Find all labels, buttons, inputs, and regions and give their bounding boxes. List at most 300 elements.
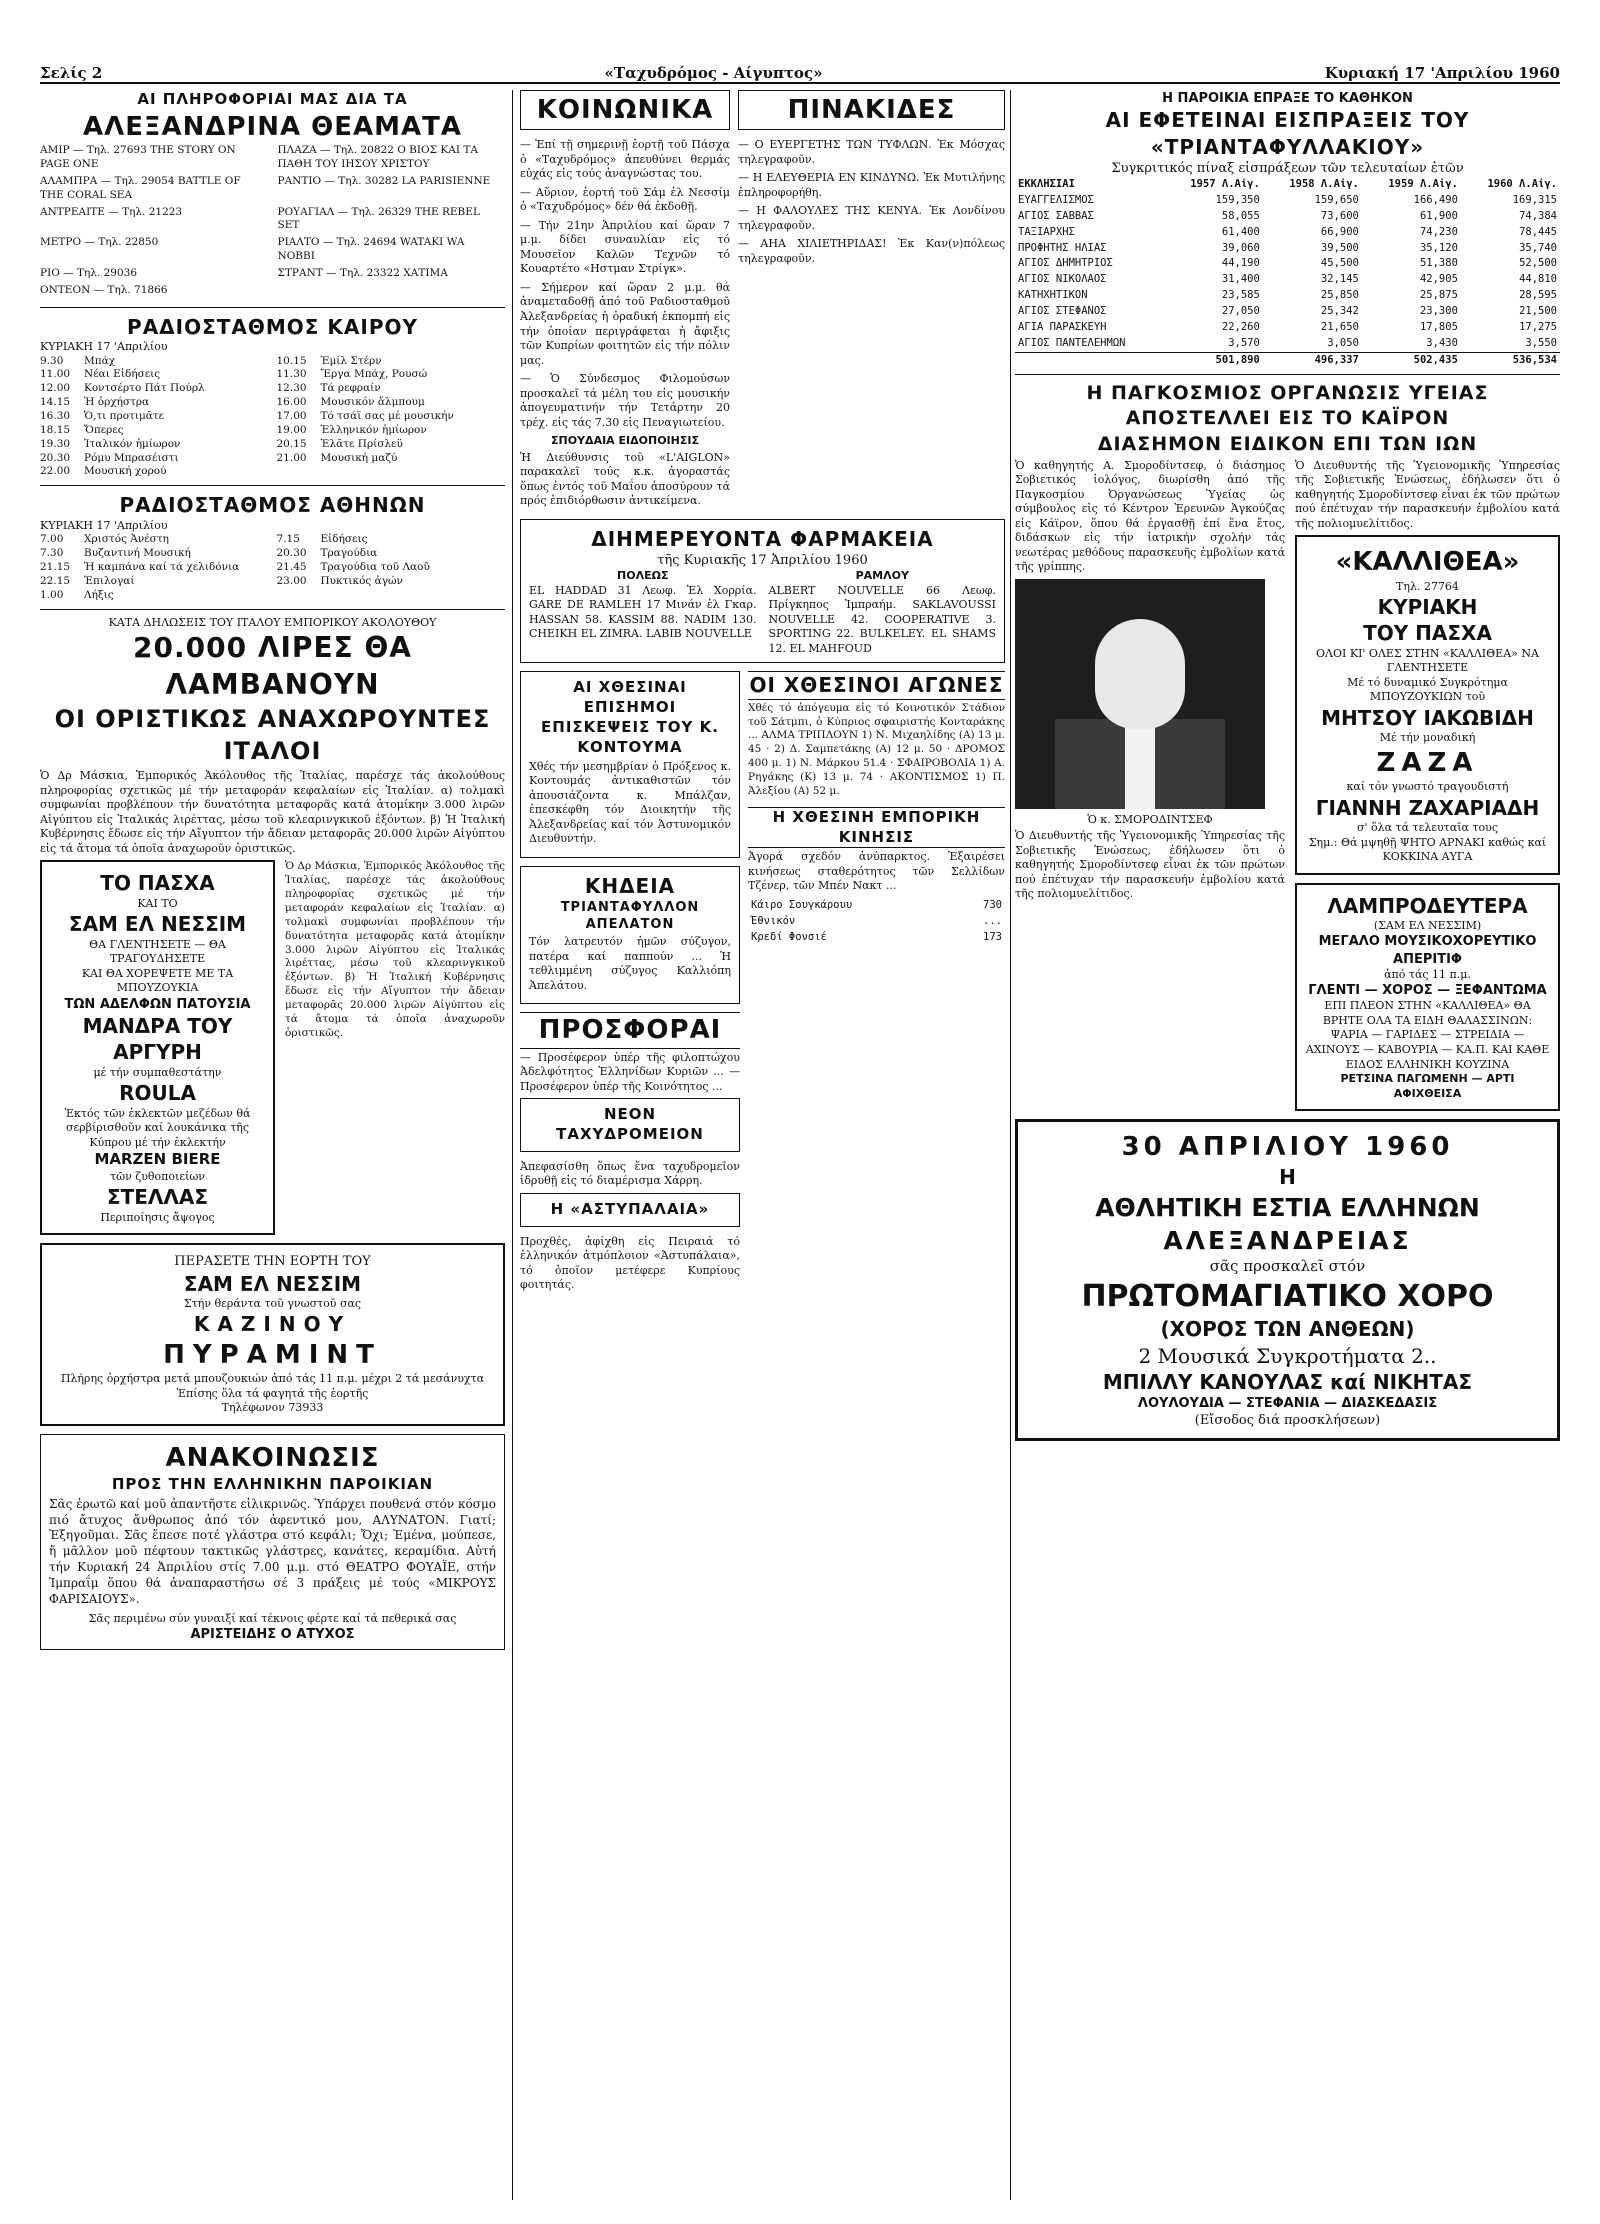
table-cell: ΑΓΙΟΣ ΝΙΚΟΛΑΟΣ	[1018, 273, 1107, 286]
schedule-time: 7.00	[40, 533, 64, 546]
schedule-time: 11.30	[276, 368, 307, 381]
ad-line: (ΣΑΜ ΕΛ ΝΕΣΣΙΜ)	[1373, 918, 1482, 932]
schedule-program: Ἰταλικόν ἡμίωρον	[84, 437, 181, 450]
schedule-program: Εἰδήσεις	[320, 533, 368, 546]
table-cell: 502,435	[1362, 352, 1461, 368]
table-row	[748, 914, 1005, 930]
ad-line: ΣΤΕΛΛΑΣ	[106, 1185, 209, 1210]
announcement-close: Σᾶς περιμένω σύν γυναιξί καί τέκνοις φέρτε καί τά πεθερικά σας	[88, 1611, 457, 1625]
lire-headline: 20.000 ΛΙΡΕΣ ΘΑ ΛΑΜΒΑΝΟΥΝ	[133, 631, 412, 702]
schedule-program: Νέαι Εἰδήσεις	[84, 368, 161, 381]
lire-article-cont: Ὁ Δρ Μάσκια, Ἐμπορικός Ἀκόλουθος τῆς Ἰταλίας, παρέσχε τάς ἀκολούθους πληροφορίας σχετικῶς μέ τήν μεταφοράν κεφαλαίων εἰς Ἰταλίαν. α) τολμακὶ συμφωνίαι προβλέπουν τήν δυνατότητα μεταφορᾶς κατά ἀτομίκην 3.000 λιρῶν Αἰγύπτου εἰς Ἰταλικάς λιρέττας, μέσω τοῦ κλεαρινγκικοῦ ἐξόντων. β) Ἡ Ἰταλική Κυβέρνησις ἔδωσε εἰς τήν Αἴγυπτον τήν ἄδειαν μεταφορᾶς 20.000 λιρῶν Αἰγύπτου εἰς τά ἄτομα τά ὁποῖα ἀναχωροῦν ὁριστικῶς.	[285, 860, 505, 1039]
table-row	[1015, 336, 1560, 352]
table-cell: 28,595	[1519, 289, 1557, 302]
divider	[40, 307, 505, 308]
social-item: — Ὁ Σύνδεσμος Φιλομούσων προσκαλεῖ τά μέλη του εἰς μουσικήν ἀπογευματινήν τήν Τετάρτην 20 τρέχ. εἰς τάς 7.30 εἰς Πεναγιωτείου.	[520, 372, 730, 429]
schedule-row	[277, 355, 506, 369]
market-cell: Κρεδί Φονσιέ	[751, 930, 827, 943]
announcement	[40, 1434, 505, 1651]
ad-line: ΑΛΕΞΑΝΔΡΕΙΑΣ	[1163, 1225, 1412, 1255]
table-cell: 35,740	[1519, 241, 1557, 254]
ad-line: ΚΑΙ ΘΑ ΧΟΡΕΨΕΤΕ ΜΕ ΤΑ ΜΠΟΥΖΟΥΚΙΑ	[81, 966, 234, 995]
market-cell: 173	[983, 930, 1002, 943]
schedule-time: 20.30	[40, 451, 71, 464]
ad-line: τῶν ζυθοποιείων	[110, 1169, 205, 1183]
column-middle	[520, 90, 1005, 1297]
ad-line: ΣΑΜ ΕΛ ΝΕΣΣΙΜ	[68, 912, 247, 937]
funeral-body: Τόν λατρευτόν ἡμῶν σύζυγον, πατέρα καί παππούν ... Ἡ τεθλιμμένη σύζυγος Καλλιόπη Ἀπελάτου.	[529, 935, 731, 992]
table-header-cell: 1958 Λ.Αἰγ.	[1289, 178, 1359, 191]
ad-line: ΚΑΖΙΝΟΥ	[193, 1312, 352, 1337]
ad-line: ROULA	[119, 1081, 196, 1106]
astypalaia-body: Προχθές, ἀφίχθη εἰς Πειραιά τό ἑλληνικόν ἀτμόπλοιον «Ἀστυπάλαια», τό ὁποῖον μετέφερε Κυπρίους φοιτητάς.	[520, 1234, 740, 1292]
schedule-row	[40, 547, 269, 561]
ad-line: σᾶς προσκαλεῖ στόν	[1209, 1256, 1366, 1275]
ad-line: MARZEN BIERE	[94, 1150, 221, 1169]
ad-line: ΣΑΜ ΕΛ ΝΕΣΣΙΜ	[183, 1271, 362, 1296]
divider	[40, 485, 505, 486]
announcement-title: ΑΝΑΚΟΙΝΩΣΙΣ	[165, 1442, 380, 1473]
table-cell	[1015, 352, 1164, 368]
schedule-row	[277, 575, 506, 589]
lire-headline-2: ΟΙ ΟΡΙΣΤΙΚΩΣ ΑΝΑΧΩΡΟΥΝΤΕΣ ΙΤΑΛΟΙ	[54, 704, 491, 765]
table-cell: 17,275	[1519, 320, 1557, 333]
table-cell: 32,145	[1320, 273, 1359, 286]
schedule-program: Τραγούδια τοῦ Λαοῦ	[320, 560, 430, 573]
schedule-program: Ἐμίλ Στέρν	[320, 354, 382, 367]
kallithea-ad	[1295, 535, 1560, 874]
table-header-row	[1015, 177, 1560, 193]
lire-article: Ὁ Δρ Μάσκια, Ἐμπορικός Ἀκόλουθος τῆς Ἰταλίας, παρέσχε τάς ἀκολούθους πληροφορίας σχετικῶς μέ τήν μεταφοράν κεφαλαίων εἰς Ἰταλίαν. α) τολμακὶ συμφωνίαι προβλέπουν τήν δυνατότητα μεταφορᾶς κατά ἀτομίκην 3.000 λιρῶν Αἰγύπτου εἰς Ἰταλικάς λιρέττας, μέσω τοῦ κλεαρινγκικοῦ ἐξόντων. β) Ἡ Ἰταλική Κυβέρνησις ἔδωσε εἰς τήν Αἴγυπτον τήν ἄδειαν μεταφορᾶς 20.000 λιρῶν Αἰγύπτου εἰς τά ἄτομα τά ὁποῖα ἀναχωροῦν ὁριστικῶς.	[40, 769, 505, 855]
who-title-2: ΑΠΟΣΤΕΛΛΕΙ ΕΙΣ ΤΟ ΚΑΪΡΟΝ	[1125, 407, 1450, 430]
ad-line: καί τόν γνωστό τραγουδιστή	[1346, 780, 1509, 794]
table-cell: 44,810	[1519, 273, 1557, 286]
portrait-photo	[1015, 579, 1265, 809]
schedule-time: 14.15	[40, 396, 71, 409]
table-cell: 39,500	[1320, 241, 1359, 254]
table-cell: 25,342	[1320, 304, 1359, 317]
dance-ad	[1015, 1119, 1560, 1441]
pharmacies-ramleh-header: ΡΑΜΛΟΥ	[855, 569, 909, 583]
ad-line: Περιποίησις ἄψογος	[100, 1210, 215, 1224]
theater-item: ΜΕΤΡΟ — Τηλ. 22850	[40, 236, 159, 249]
divider	[40, 609, 505, 610]
table-row	[1015, 209, 1560, 225]
schedule-row	[40, 355, 269, 369]
radio-cairo-schedule	[40, 355, 505, 480]
schedule-program: Ὁ,τι προτιμᾶτε	[84, 410, 165, 423]
column-rule	[1010, 90, 1011, 2200]
who-body-cont: Ὁ Διευθυντής τῆς Ὑγειονομικῆς Ὑπηρεσίας τῆς Σοβιετικῆς Ἑνώσεως, ἐδήλωσεν ὅτι ὁ καθηγητής Σμοροδίντσεφ εἶναι ἐκ τῶν πρώτων πού ἐπέτυχαν τήν παρασκευήν ἐμβολίου κατά τῆς πολιομυελίτιδος.	[1295, 458, 1560, 530]
theater-listing	[40, 144, 505, 301]
pharmacies-title: ΔΙΗΜΕΡΕΥΟΝΤΑ ΦΑΡΜΑΚΕΙΑ	[591, 526, 934, 551]
ad-line: ΤΟ ΠΑΣΧΑ	[100, 871, 215, 896]
ad-line: ΕΠΙ ΠΛΕΟΝ ΣΤΗΝ «ΚΑΛΛΙΘΕΑ» ΘΑ ΒΡΗΤΕ ΟΛΑ ΤΑ ΕΙΔΗ ΘΑΛΑΣΣΙΝΩΝ: ΨΑΡΙΑ — ΓΑΡΙΔΕΣ — ΣΤΡΕΙΔΙΑ — ΑΧΙΝΟΥΣ — ΚΑΒΟΥΡΙΑ — ΚΑ.Π. ΚΑΙ ΚΑΘΕ ΕΙΔΟΣ ΕΛΛΗΝΙΚΗ ΚΟΥΖΙΝΑ	[1305, 999, 1550, 1071]
income-subtitle: Συγκριτικός πίναξ εἰσπράξεων τῶν τελευταίων ἐτῶν	[1111, 160, 1464, 176]
theater-item: ΡΙΑΛΤΟ — Τηλ. 24694 WATAKI WA NOBBI	[277, 236, 465, 263]
ad-line: ΡΕΤΣΙΝΑ ΠΑΓΩΜΕΝΗ — ΑΡΤΙ ΑΦΙΧΘΕΙΣΑ	[1340, 1072, 1515, 1100]
ad-line: ΓΙΑΝΝΗ ΖΑΧΑΡΙΑΔΗ	[1315, 795, 1540, 820]
schedule-program: Τά ρεφραίν	[320, 382, 381, 395]
table-cell: 23,300	[1419, 304, 1458, 317]
table-header-cell: 1959 Λ.Αἰγ.	[1388, 178, 1458, 191]
theater-item: ΑΝΤΡΕΑΙΤΕ — Τηλ. 21223	[40, 205, 183, 218]
schedule-time: 7.30	[40, 547, 64, 560]
pharmacies-city: EL HADDAD 31 Λεωφ. Ἐλ Χορρία. GARE DE RAMLEH 17 Μινάν ἐλ Γκαρ. HASSAN 58. KASSIM 88. NADIM 130. CHEIKH EL ZIMRA. LABIB NOUVELLE	[529, 583, 757, 641]
schedule-program: Ἔργα Μπάχ, Ρουσώ	[320, 368, 428, 381]
notice-kicker: ΣΠΟΥΔΑΙΑ ΕΙΔΟΠΟΙΗΣΙΣ	[551, 434, 699, 448]
who-title-3: ΔΙΑΣΗΜΟΝ ΕΙΔΙΚΟΝ ΕΠΙ ΤΩΝ ΙΩΝ	[1097, 432, 1478, 455]
schedule-row	[40, 561, 269, 575]
schedule-time: 19.00	[276, 423, 307, 436]
theater-item: ΡΟΥΑΓΙΑΛ — Τηλ. 26329 THE REBEL SET	[277, 205, 480, 232]
table-cell: 501,890	[1164, 352, 1263, 368]
ad-line: ΤΩΝ ΑΔΕΛΦΩΝ ΠΑΤΟΥΣΙΑ	[64, 996, 251, 1012]
ad-line: ΤΟΥ ΠΑΣΧΑ	[1363, 621, 1492, 646]
ad-line: (Εἴσοδος διά προσκλήσεων)	[1194, 1413, 1381, 1429]
schedule-time: 18.15	[40, 423, 71, 436]
ad-line: ἀπό τάς 11 π.μ.	[1384, 967, 1471, 981]
photo-shirt	[1125, 719, 1155, 809]
table-cell: 35,120	[1419, 241, 1458, 254]
schedule-program: Μουσικόν ἄλμπουμ	[320, 396, 425, 409]
schedule-program: Βυζαντινή Μουσική	[84, 547, 191, 560]
table-cell: 58,055	[1221, 209, 1260, 222]
lire-kicker: ΚΑΤΑ ΔΗΛΩΣΕΙΣ ΤΟΥ ΙΤΑΛΟΥ ΕΜΠΟΡΙΚΟΥ ΑΚΟΛΟΥΘΟΥ	[108, 615, 437, 629]
announcement-subtitle: ΠΡΟΣ ΤΗΝ ΕΛΛΗΝΙΚΗΝ ΠΑΡΟΙΚΙΑΝ	[111, 1475, 434, 1493]
radio-cairo-title: ΡΑΔΙΟΣΤΑΘΜΟΣ ΚΑΙΡΟΥ	[127, 314, 418, 339]
table-row	[1015, 225, 1560, 241]
market-cell: Κάιρο Σουγκάρουυ	[751, 898, 853, 911]
announcement-body: Σᾶς ἐρωτῶ καί μοῦ ἀπαντῆστε εἰλικρινῶς. Ὑπάρχει πουθενά στόν κόσμο πιό ἄτυχος ἄνθρωπος ἀπό τόν ἀφεντικό μου, ΑΛΥΝΑΤΟΝ. Γιατί; Ἐξηγοῦμαι. Σᾶς ἔπεσε ποτέ γλάστρα στό κεφάλι; Ὄχι; Ἐμένα, μούπεσε, ἤ μᾶλλον μοῦ πέφτουν τακτικῶς γλάστρες, κανάτες, κεραμίδια. Αὐτή τήν Κυριακή 24 Ἀπριλίου στίς 7.00 μ.μ. στό ΘΕΑΤΡΟ ΦΟΥΑΪΕ, στήν Ἰμπραΐμ ὅπου θά ἀναπαραστήσω σέ 3 πράξεις μέ τούς «ΜΙΚΡΟΥΣ ΦΑΡΙΣΑΙΟΥΣ».	[49, 1496, 496, 1606]
ad-line: ΓΛΕΝΤΙ — ΧΟΡΟΣ — ΞΕΦΑΝΤΩΜΑ	[1308, 983, 1547, 999]
table-header-cell: ΕΚΚΛΗΣΙΑΙ	[1018, 178, 1075, 191]
who-body: Ὁ καθηγητής Α. Σμοροδίντσεφ, ὁ διάσημος Σοβιετικός ἰολόγος, διωρίσθη ἀπό τῆς Παγκοσμίου Ὀργανώσεως Ὑγείας ὡς σύμβουλος εἰς τό Κέντρον Ἐρευνῶν Ἀγκούζας εἰς Κάϊρον, ὅπου θά ἐργασθῇ ἐπί ἕνα ἔτος, διδάσκων εἰς τήν ἰατρικήν σχολήν τάς νεωτέρας μεθόδους παρασκευῆς ἐμβολίων κατά τῆς γρίππης.	[1015, 458, 1285, 574]
schedule-row	[40, 382, 269, 396]
schedule-program: Χριστός Ἀνέστη	[84, 533, 169, 546]
pharmacies-box	[520, 519, 1005, 664]
schedule-row	[40, 533, 269, 547]
table-cell: 536,534	[1461, 352, 1560, 368]
kontouma-title: ΑΙ ΧΘΕΣΙΝΑΙ ΕΠΙΣΗΜΟΙ ΕΠΙΣΚΕΨΕΙΣ ΤΟΥ Κ. ΚΟΝΤΟΥΜΑ	[541, 678, 719, 756]
schedule-program: Ὄπερες	[84, 423, 124, 436]
schedule-row	[277, 368, 506, 382]
table-cell: 21,500	[1519, 304, 1557, 317]
radio-athens-schedule	[40, 533, 505, 602]
post-office-title: ΝΕΟΝ ΤΑΧΥΔΡΟΜΕΙΟΝ	[520, 1098, 740, 1152]
table-cell: 496,337	[1263, 352, 1362, 368]
schedule-program: Ἡ ὀρχήστρα	[84, 396, 150, 409]
schedule-row	[277, 547, 506, 561]
donations-title: ΠΡΟΣΦΟΡΑΙ	[520, 1012, 740, 1048]
schedule-time: 20.30	[276, 547, 307, 560]
schedule-program: Πυκτικός ἀγών	[320, 574, 403, 587]
table-row	[1015, 256, 1560, 272]
table-cell: 23,585	[1221, 289, 1260, 302]
social-column	[520, 90, 730, 513]
table-cell: 66,900	[1320, 225, 1359, 238]
divider	[1015, 374, 1560, 375]
ad-line: ΚΥΡΙΑΚΗ	[1377, 595, 1478, 620]
funeral-box	[520, 866, 740, 1005]
theater-item: ΣΤΡΑΝΤ — Τηλ. 23322 ΧΑΤΙΜΑ	[277, 266, 448, 279]
schedule-row	[40, 452, 269, 466]
schedule-program: Ἐλᾶτε Πρίσλεϋ	[320, 437, 403, 450]
schedule-program: Μουσική μαζύ	[320, 451, 398, 464]
market-title: Η ΧΘΕΣΙΝΗ ΕΜΠΟΡΙΚΗ ΚΙΝΗΣΙΣ	[748, 807, 1005, 849]
pharmacies-ramleh: ALBERT NOUVELLE 66 Λεωφ. Πρίγκηπος Ἰμπραήμ. SAKLAVOUSSI NOUVELLE 42. COOPERATIVE 3. SPORTING 22. BULKELEY. EL SHAMS 12. EL MAHFOUD	[768, 583, 996, 655]
schedule-time: 22.15	[40, 574, 71, 587]
table-cell: 61,400	[1221, 225, 1260, 238]
ad-line: Ἐκτός τῶν ἐκλεκτῶν μεζέδων θά σερβίρισθοῦν καί λουκάνικα τῆς Κύπρου μέ τήν ἐκλεκτήν	[64, 1106, 251, 1149]
pascha-ad	[40, 860, 275, 1235]
table-cell: 78,445	[1519, 225, 1557, 238]
ad-line: «ΚΑΛΛΙΘΕΑ»	[1335, 547, 1520, 578]
theater-item: ΠΛΑΖΑ — Τηλ. 20822 Ο ΒΙΟΣ ΚΑΙ ΤΑ ΠΑΘΗ ΤΟΥ ΙΗΣΟΥ ΧΡΙΣΤΟΥ	[277, 144, 478, 170]
donations-body: — Προσέφερον ὑπέρ τῆς φιλοπτώχου Ἀδελφότητος Ἑλληνίδων Κυριῶν ... — Προσέφερον ὑπέρ τῆς Κοινότητος ...	[520, 1050, 740, 1093]
ad-line: ΜΠΙΛΛΥ ΚΑΝΟΥΛΑΣ καί ΝΙΚΗΤΑΣ	[1102, 1369, 1473, 1394]
ad-line: Σημ.: Θά μψηθῇ ΨΗΤΟ ΑΡΝΑΚΙ καθώς καί ΚΟΚΚΙΝΑ ΑΥΓΑ	[1308, 835, 1547, 864]
table-header-cell: 1960 Λ.Αἰγ.	[1487, 178, 1557, 191]
photo-face	[1095, 619, 1185, 729]
ad-line: ΘΑ ΓΛΕΝΤΗΣΕΤΕ — ΘΑ ΤΡΑΓΟΥΔΗΣΕΤΕ	[89, 937, 226, 966]
ad-line: Ἐπίσης ὅλα τά φαγητά τῆς ἑορτῆς	[176, 1386, 369, 1400]
games-title: ΟΙ ΧΘΕΣΙΝΟΙ ΑΓΩΝΕΣ	[748, 671, 1005, 699]
table-cell: 3,550	[1525, 336, 1557, 349]
schedule-time: 16.00	[276, 396, 307, 409]
schedule-row	[40, 438, 269, 452]
table-cell: 27,050	[1221, 304, 1260, 317]
schedule-program: Ἐπιλογαί	[84, 574, 135, 587]
masthead-date: Κυριακή 17 'Απριλίου 1960	[1324, 64, 1560, 82]
who-title: Η ΠΑΓΚΟΣΜΙΟΣ ΟΡΓΑΝΩΣΙΣ ΥΓΕΙΑΣ	[1086, 382, 1489, 405]
schedule-time: 17.00	[276, 410, 307, 423]
schedule-row	[277, 424, 506, 438]
income-table	[1015, 177, 1560, 368]
income-kicker: Η ΠΑΡΟΙΚΙΑ ΕΠΡΑΞΕ ΤΟ ΚΑΘΗΚΟΝ	[1162, 91, 1413, 106]
schedule-time: 11.00	[40, 368, 71, 381]
column-rule	[512, 90, 513, 2200]
income-title: ΑΙ ΕΦΕΤΕΙΝΑΙ ΕΙΣΠΡΑΞΕΙΣ ΤΟΥ «ΤΡΙΑΝΤΑΦΥΛΛΑΚΙΟΥ»	[1105, 108, 1470, 159]
table-header-cell: 1957 Λ.Αἰγ.	[1190, 178, 1260, 191]
games-body: Χθές τό ἀπόγευμα εἰς τό Κοινοτικόν Στάδιον τοῦ Σάτμπι, ὁ Κύπριος σφαιριστής Κονταράκης ... ΑΛΜΑ ΤΡΙΠΛΟΥΝ 1) Ν. Μιχαηλίδης (Α) 13 μ. 45 · 2) Δ. Σαμπετάκης (Α) 12 μ. 50 · ΔΡΟΜΟΣ 400 μ. 1) Ν. Μάρκου 51.4 · ΣΦΑΙΡΟΒΟΛΙΑ 1) Α. Ρηγάκης (Κ) 13 μ. 74 · ΑΚΟΝΤΙΣΜΟΣ 1) Π. Ἀλεξίου (Α) 52 μ.	[748, 701, 1005, 797]
table-cell: 44,190	[1221, 257, 1260, 270]
table-cell: 51,380	[1419, 257, 1458, 270]
kontouma-body: Χθές τήν μεσημβρίαν ὁ Πρόξενος κ. Κοντουμάς ἀντικαθιστῶν τόν ἀπουσιάζοντα κ. Μπάλζαν, ἐπεσκέφθη τόν Διοικητήν τῆς Ἀλεξανδρείας καί τόν Ἀστυνομικόν Διευθυντήν.	[529, 759, 731, 846]
astypalaia-title: Η «ΑΣΤΥΠΑΛΑΙΑ»	[520, 1193, 740, 1227]
schedule-row	[277, 396, 506, 410]
theater-item: ΑΛΑΜΠΡΑ — Τηλ. 29054 BATTLE OF THE CORAL SEA	[40, 174, 241, 201]
table-cell: ΑΓΙΟΣ ΔΗΜΗΤΡΙΟΣ	[1018, 257, 1113, 270]
theater-item: ΡΙΟ — Τηλ. 29036	[40, 266, 138, 279]
theaters-title: ΑΛΕΞΑΝΔΡΙΝΑ ΘΕΑΜΑΤΑ	[83, 111, 462, 142]
table-cell: 159,350	[1215, 193, 1260, 206]
schedule-time: 16.30	[40, 410, 71, 423]
table-cell: 25,875	[1419, 289, 1458, 302]
theater-item: ΑΜΙΡ — Τηλ. 27693 THE STORY ON PAGE ONE	[40, 144, 236, 170]
pinakides-item: — ΑΗΑ ΧΙΛΙΕΤΗΡΙΔΑΣ! Ἐκ Καν(ν)πόλεως τηλεγραφοῦν.	[738, 237, 1005, 265]
schedule-program: Ρόμυ Μπρασέιστι	[84, 451, 179, 464]
table-cell: ΠΡΟΦΗΤΗΣ ΗΛΙΑΣ	[1018, 241, 1107, 254]
pinakides-item: — Η ΕΛΕΥΘΕΡΙΑ ΕΝ ΚΙΝΔΥΝΩ. Ἐκ Μυτιλήνης ἐπληροφορήθη.	[738, 171, 1005, 199]
ad-line: ΠΕΡΑΣΕΤΕ ΤΗΝ ΕΟΡΤΗ ΤΟΥ	[174, 1254, 371, 1270]
ad-line: ΛΑΜΠΡΟΔΕΥΤΕΡΑ	[1327, 893, 1528, 918]
table-cell: 73,600	[1320, 209, 1359, 222]
pinakides-item: — Η ΦΑΛΟΥΛΕΣ ΤΗΣ ΚΕΝΥΑ. Ἐκ Λονδίνου τηλεγραφοῦν.	[738, 204, 1005, 232]
ad-line: 2 Μουσικά Συγκροτήματα 2..	[1138, 1343, 1437, 1368]
column-left	[40, 90, 505, 1658]
notice-body: Ἡ Διεύθυνσις τοῦ «L'AIGLON» παρακαλεῖ τούς κ.κ. ἀγοραστάς ὅπως ἐντός τοῦ Μαΐου ἀποσύρουν τά πρός ἐπιδιόρθωσιν ἀντικείμενα.	[520, 450, 730, 508]
schedule-time: 21.00	[276, 451, 307, 464]
pharmacies-date: τῆς Κυριακῆς 17 Ἀπριλίου 1960	[657, 553, 868, 569]
schedule-row	[277, 410, 506, 424]
kontouma-box	[520, 671, 740, 857]
schedule-row	[40, 424, 269, 438]
table-cell: 3,430	[1426, 336, 1458, 349]
table-cell: ΤΑΞΙΑΡΧΗΣ	[1018, 225, 1075, 238]
table-cell: 22,260	[1221, 320, 1260, 333]
pharmacies-city-header: ΠΟΛΕΩΣ	[617, 569, 669, 583]
schedule-program: Μπάχ	[84, 354, 116, 367]
schedule-row	[40, 575, 269, 589]
table-cell: 42,905	[1419, 273, 1458, 286]
social-item: — Σήμερον καί ὥραν 2 μ.μ. θά ἀναμεταδοθῇ ἀπό τοῦ Ραδιοσταθμοῦ Ἀλεξανδρείας ἡ ὀραδική ἐκπομπή εἰς τήν ὁποίαν περιγράφεται ἡ ἄφιξις τῶν Κυπρίων φοιτητῶν εἰς τήν πόλιν μας.	[520, 280, 730, 367]
social-item: — Ἐπί τῇ σημερινῇ ἑορτῇ τοῦ Πάσχα ὁ «Ταχυδρόμος» ἀπευθύνει θερμάς εὐχάς εἰς τούς ἀναγνώστας του.	[520, 138, 730, 181]
schedule-row	[40, 368, 269, 382]
ad-line: ΑΘΛΗΤΙΚΗ ΕΣΤΙΑ ΕΛΛΗΝΩΝ	[1095, 1192, 1480, 1222]
radio-athens-date: ΚΥΡΙΑΚΗ 17 'Απριλίου	[40, 518, 168, 532]
schedule-time: 12.30	[276, 382, 307, 395]
pinakides-item: — Ο ΕΥΕΡΓΕΤΗΣ ΤΩΝ ΤΥΦΛΩΝ. Ἐκ Μόσχας τηλεγραφοῦν.	[738, 138, 1005, 166]
social-title: ΚΟΙΝΩΝΙΚΑ	[520, 90, 730, 130]
table-cell: 74,384	[1519, 209, 1557, 222]
schedule-row	[277, 382, 506, 396]
social-item: — Τήν 21ην Ἀπριλίου καί ὥραν 7 μ.μ. δίδει συναυλίαν εἰς τό Μουσεῖον Καλῶν Τεχνῶν τό Κουαρτέτο «Ηστμαν Στρίγκ».	[520, 218, 730, 276]
schedule-time: 9.30	[40, 354, 64, 367]
table-cell: 31,400	[1221, 273, 1260, 286]
column-right	[1015, 90, 1560, 1449]
schedule-program: Κοντσέρτο Πάτ Πούρλ	[84, 382, 205, 395]
ad-line: Μέ τήν μοναδική	[1379, 731, 1476, 745]
schedule-time: 10.15	[276, 354, 307, 367]
table-cell: 25,850	[1320, 289, 1359, 302]
table-row	[1015, 352, 1560, 368]
masthead	[40, 60, 1560, 84]
radio-athens-title: ΡΑΔΙΟΣΤΑΘΜΟΣ ΑΘΗΝΩΝ	[119, 493, 426, 518]
table-row	[1015, 320, 1560, 336]
table-cell: ΑΓΙΑ ΠΑΡΑΣΚΕΥΗ	[1018, 320, 1107, 333]
table-cell: 45,500	[1320, 257, 1359, 270]
schedule-program: Τραγούδια	[320, 547, 378, 560]
market-table	[748, 898, 1005, 946]
table-cell: ΑΓΙΟΣ ΣΤΕΦΑΝΟΣ	[1018, 304, 1107, 317]
funeral-name: ΤΡΙΑΝΤΑΦΥΛΛΟΝ ΑΠΕΛΑΤΟΝ	[560, 900, 700, 933]
table-cell: ΚΑΤΗΧΗΤΙΚΟΝ	[1018, 289, 1088, 302]
ad-line: σ' ὅλα τά τελευταῖα τους	[1356, 821, 1498, 835]
schedule-row	[277, 452, 506, 466]
table-cell: ΕΥΑΓΓΕΛΙΣΜΟΣ	[1018, 193, 1094, 206]
radio-cairo-date: ΚΥΡΙΑΚΗ 17 'Απριλίου	[40, 340, 168, 354]
photo-caption: Ὁ κ. ΣΜΟΡΟΔΙΝΤΣΕΦ	[1087, 812, 1213, 826]
ad-line: ΜΗΤΣΟΥ ΙΑΚΩΒΙΔΗ	[1321, 705, 1534, 730]
schedule-time: 1.00	[40, 588, 64, 601]
table-cell: 166,490	[1413, 193, 1458, 206]
announcement-signature: ΑΡΙΣΤΕΙΔΗΣ Ο ΑΤΥΧΟΣ	[190, 1627, 355, 1643]
masthead-paper: «Ταχυδρόμος - Αίγυπτος»	[604, 64, 823, 82]
table-cell: 3,570	[1228, 336, 1260, 349]
schedule-time: 21.15	[40, 560, 71, 573]
ad-line: ΟΛΟΙ ΚΙ' ΟΛΕΣ ΣΤΗΝ «ΚΑΛΛΙΘΕΑ» ΝΑ ΓΛΕΝΤΗΣΕΤΕ	[1316, 646, 1539, 675]
ad-line: Στήν θεράντα τοῦ γνωστοῦ σας	[183, 1296, 362, 1310]
ad-line: Μέ τό δυναμικό Συγκρότημα ΜΠΟΥΖΟΥΚΙΩΝ τοῦ	[1347, 675, 1508, 704]
ad-line: Πλήρης ὀρχήστρα μετά μπουζουκιών ἀπό τάς 11 π.μ. μέχρι 2 τά μεσάνυχτα	[60, 1372, 485, 1386]
table-cell: 52,500	[1519, 257, 1557, 270]
schedule-row	[277, 561, 506, 575]
table-cell: 169,315	[1512, 193, 1557, 206]
post-office-body: Ἀπεφασίσθη ὅπως ἕνα ταχυδρομεῖον ἱδρυθῇ εἰς τό διαμέρισμα Χάρρη.	[520, 1159, 740, 1188]
schedule-program: Τό τσάϊ σας μέ μουσικήν	[320, 410, 454, 423]
schedule-row	[277, 438, 506, 452]
lamprodeftera-ad	[1295, 883, 1560, 1112]
table-row	[748, 898, 1005, 914]
market-cell: 730	[983, 898, 1002, 911]
pyramint-ad	[40, 1243, 505, 1425]
ad-line: ΠΥΡΑΜΙΝΤ	[163, 1339, 382, 1370]
masthead-page: Σελίς 2	[40, 64, 103, 82]
ad-line: Τηλέφωνον 73933	[221, 1401, 324, 1415]
table-cell: 21,650	[1320, 320, 1359, 333]
schedule-time: 23.00	[276, 574, 307, 587]
schedule-row	[40, 465, 269, 479]
schedule-row	[40, 410, 269, 424]
pinakides-title: ΠΙΝΑΚΙΔΕΣ	[738, 90, 1005, 130]
pinakides-column	[738, 90, 1005, 513]
schedule-row	[277, 533, 506, 547]
schedule-program: Μουσική χορού	[84, 465, 167, 478]
who-body-2: Ὁ Διευθυντής τῆς Ὑγειονομικῆς Ὑπηρεσίας τῆς Σοβιετικῆς Ἑνώσεως, ἐδήλωσεν ὅτι ὁ καθηγητής Σμοροδίντσεφ εἶναι ἐκ τῶν πρώτων πού ἐπέτυχαν τήν παρασκευήν ἐμβολίου κατά τῆς πολιομυελίτιδος.	[1015, 829, 1285, 901]
schedule-row	[40, 589, 269, 603]
ad-line: Η	[1279, 1165, 1296, 1190]
schedule-time: 19.30	[40, 437, 71, 450]
market-cell: Ἐθνικόν	[751, 914, 796, 927]
ad-line: μέ τήν συμπαθεστάτην	[93, 1065, 222, 1079]
theaters-kicker: ΑΙ ΠΛΗΡΟΦΟΡΙΑΙ ΜΑΣ ΔΙΑ ΤΑ	[137, 90, 408, 108]
table-cell: ΑΓΙΟΣ ΠΑΝΤΕΛΕΗΜΩΝ	[1018, 336, 1126, 349]
ad-line: ΜΑΝΔΡΑ ΤΟΥ ΑΡΓΥΡΗ	[82, 1013, 233, 1065]
schedule-time: 21.45	[276, 560, 307, 573]
ad-line: ΚΑΙ ΤΟ	[137, 896, 178, 910]
ad-line: Τηλ. 27764	[1396, 579, 1459, 593]
table-cell: 74,230	[1419, 225, 1458, 238]
schedule-program: Λήξις	[84, 588, 114, 601]
table-cell: 3,050	[1327, 336, 1359, 349]
schedule-time: 20.15	[276, 437, 307, 450]
table-cell: 17,805	[1419, 320, 1458, 333]
market-body: Ἀγορά σχεδόν ἀνύπαρκτος. Ἐξαιρέσει κινήσεως σταθερότητος τῶν Σελλίδων Τζένερ, τῶν Μπέν Νακτ ...	[748, 850, 1005, 893]
theater-item: ΟΝΤΕΟΝ — Τηλ. 71866	[40, 283, 168, 296]
schedule-time: 7.15	[276, 533, 300, 546]
ad-line: ΜΕΓΑΛΟ ΜΟΥΣΙΚΟΧΟΡΕΥΤΙΚΟ ΑΠΕΡΙΤΙΦ	[1318, 934, 1537, 967]
schedule-time: 12.00	[40, 382, 71, 395]
table-row	[1015, 272, 1560, 288]
schedule-row	[40, 396, 269, 410]
table-row	[748, 930, 1005, 946]
ad-line: ΖΑΖΑ	[1376, 747, 1479, 778]
table-row	[1015, 241, 1560, 257]
ad-line: (ΧΟΡΟΣ ΤΩΝ ΑΝΘΕΩΝ)	[1160, 1317, 1415, 1342]
table-row	[1015, 193, 1560, 209]
schedule-program: Ἡ καμπάνα καί τά χελιδόνια	[84, 560, 240, 573]
